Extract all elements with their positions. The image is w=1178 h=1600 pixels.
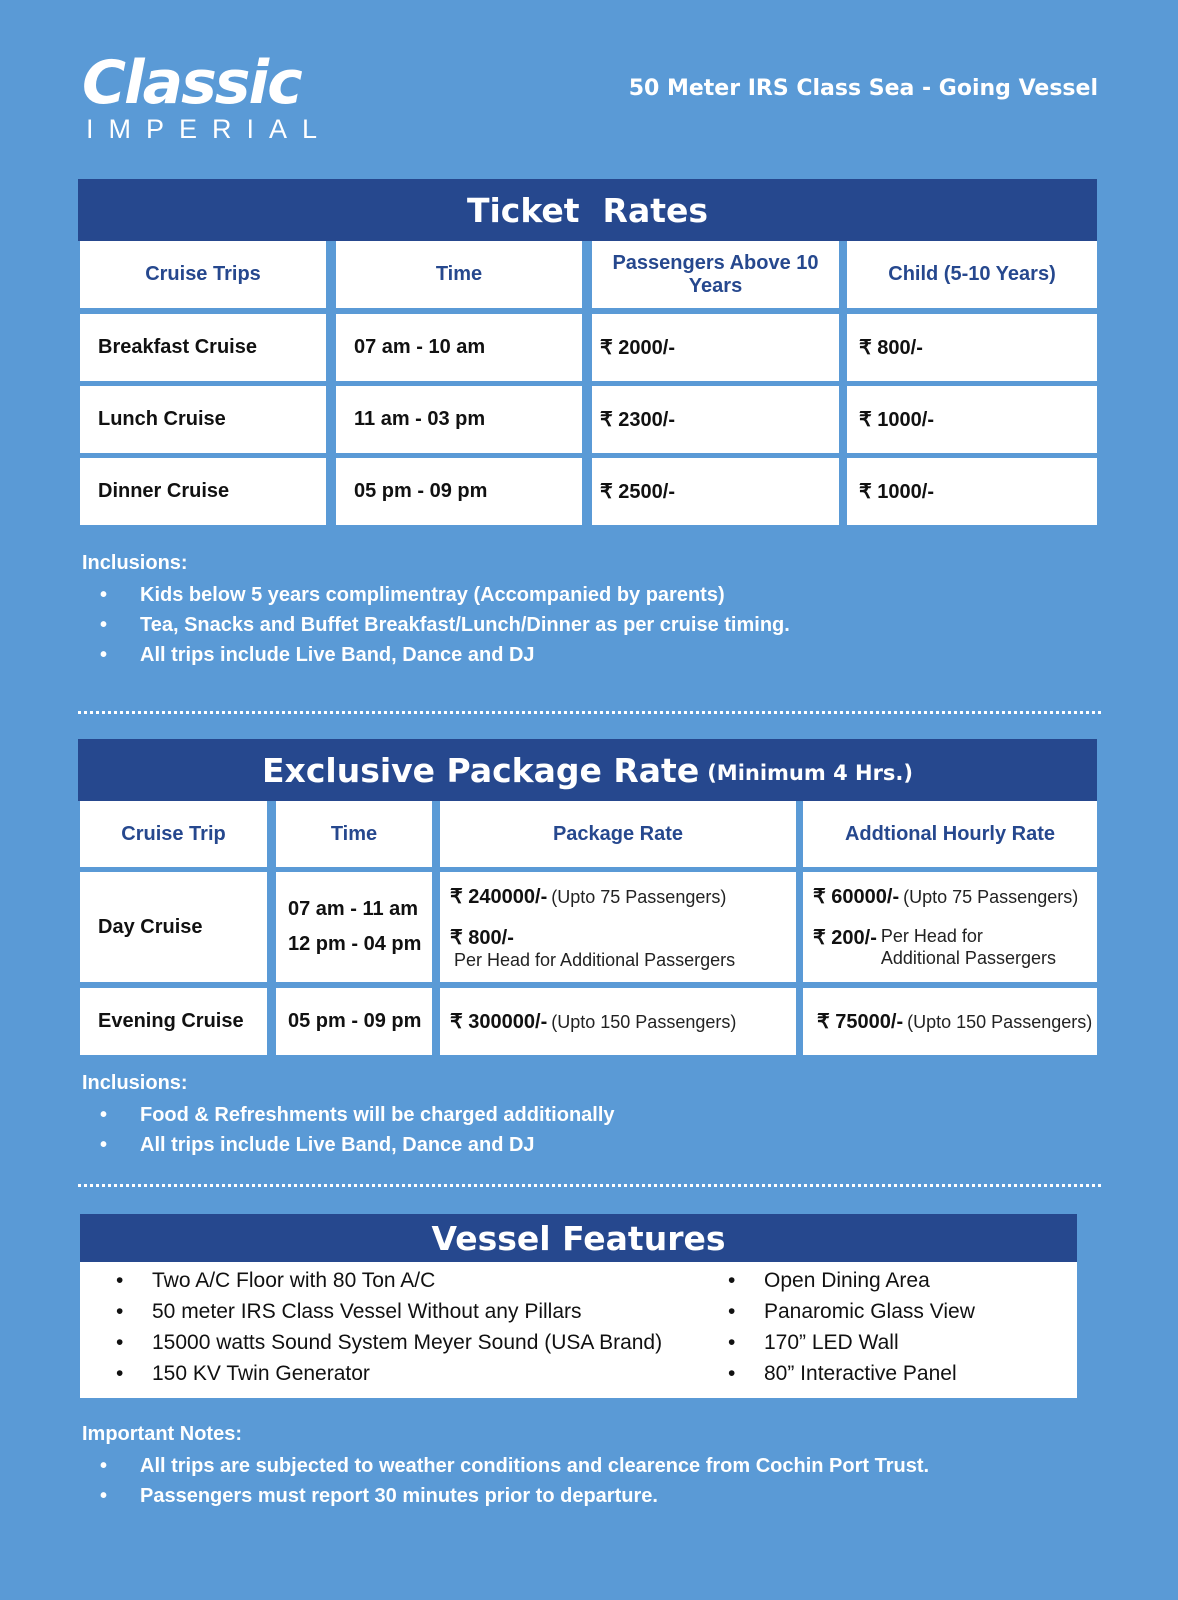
list-item: • Panaromic Glass View bbox=[728, 1296, 975, 1327]
col-header-cruise-trip: Cruise Trip bbox=[80, 801, 267, 867]
list-item: • Passengers must report 30 minutes prior to departure. bbox=[100, 1481, 929, 1511]
list-item: • Kids below 5 years complimentray (Accompanied by parents) bbox=[100, 580, 790, 610]
vessel-features-box bbox=[80, 1262, 1077, 1398]
list-item: • 150 KV Twin Generator bbox=[116, 1358, 662, 1389]
tagline: 50 Meter IRS Class Sea - Going Vessel bbox=[628, 76, 1098, 101]
vessel-features-banner bbox=[80, 1214, 1077, 1262]
important-notes-list bbox=[100, 1451, 929, 1511]
col-header-cruise-trips: Cruise Trips bbox=[80, 241, 326, 308]
table-row-trip: Evening Cruise bbox=[80, 988, 267, 1055]
list-item: • 80” Interactive Panel bbox=[728, 1358, 975, 1389]
important-notes-label: Important Notes: bbox=[82, 1423, 242, 1445]
package-inclusions-label: Inclusions: bbox=[82, 1072, 188, 1094]
ticket-inclusions-list bbox=[100, 580, 790, 670]
list-item: • 170” LED Wall bbox=[728, 1327, 975, 1358]
rate-note: (Upto 150 Passengers) bbox=[551, 1012, 737, 1032]
table-row-time: 05 pm - 09 pm bbox=[336, 458, 582, 525]
table-row-child-rate: ₹ 800/- bbox=[847, 314, 1097, 381]
divider bbox=[78, 711, 1101, 714]
exclusive-package-banner bbox=[78, 739, 1097, 801]
list-item: • All trips include Live Band, Dance and DJ bbox=[100, 1130, 615, 1160]
rate-note: Per Head for Additional Passergers bbox=[454, 949, 736, 970]
rate-amount: ₹ 800/- bbox=[450, 926, 514, 949]
table-row-trip: Dinner Cruise bbox=[80, 458, 326, 525]
table-row-time: 11 am - 03 pm bbox=[336, 386, 582, 453]
table-row-time: 07 am - 10 am bbox=[336, 314, 582, 381]
rate-note: Per Head for Additional Passergers bbox=[880, 926, 1056, 968]
col-header-child: Child (5-10 Years) bbox=[847, 241, 1097, 308]
list-item: • Open Dining Area bbox=[728, 1265, 975, 1296]
table-row-time bbox=[276, 872, 432, 982]
col-header-adult: Passengers Above 10 Years bbox=[592, 241, 839, 308]
list-item: • Two A/C Floor with 80 Ton A/C bbox=[116, 1265, 662, 1296]
exclusive-package-subtitle: (Minimum 4 Hrs.) bbox=[707, 761, 913, 785]
rate-note: (Upto 150 Passengers) bbox=[907, 1012, 1093, 1032]
features-left-list bbox=[116, 1265, 662, 1389]
logo bbox=[82, 48, 333, 144]
table-row-hourly-rate bbox=[803, 988, 1097, 1055]
time-slot-1: 07 am - 11 am bbox=[288, 898, 419, 920]
rate-amount: ₹ 200/- bbox=[813, 927, 877, 949]
table-row-hourly-rate bbox=[803, 872, 1097, 982]
table-row-package-rate bbox=[440, 872, 796, 982]
ticket-rates-banner bbox=[78, 179, 1097, 241]
vessel-features-title: Vessel Features bbox=[431, 1218, 726, 1258]
col-header-package-rate: Package Rate bbox=[440, 801, 796, 867]
table-row-adult-rate: ₹ 2000/- bbox=[592, 314, 839, 381]
list-item: • 15000 watts Sound System Meyer Sound (USA Brand) bbox=[116, 1327, 662, 1358]
table-row-package-rate bbox=[440, 988, 796, 1055]
rate-note: (Upto 75 Passengers) bbox=[551, 886, 727, 907]
list-item: • All trips are subjected to weather conditions and clearence from Cochin Port Trust. bbox=[100, 1451, 929, 1481]
col-header-time: Time bbox=[336, 241, 582, 308]
table-row-adult-rate: ₹ 2300/- bbox=[592, 386, 839, 453]
list-item: • All trips include Live Band, Dance and DJ bbox=[100, 640, 790, 670]
exclusive-package-title: Exclusive Package Rate bbox=[262, 750, 700, 790]
list-item: • Tea, Snacks and Buffet Breakfast/Lunch/Dinner as per cruise timing. bbox=[100, 610, 790, 640]
package-inclusions-list bbox=[100, 1100, 615, 1160]
col-header-time: Time bbox=[276, 801, 432, 867]
rate-amount: ₹ 75000/- bbox=[817, 1011, 904, 1033]
ticket-inclusions-label: Inclusions: bbox=[82, 552, 188, 574]
logo-sub-text: IMPERIAL bbox=[86, 114, 333, 144]
col-header-additional-hourly-rate: Addtional Hourly Rate bbox=[803, 801, 1097, 867]
rate-note: (Upto 75 Passengers) bbox=[903, 887, 1079, 907]
rate-amount: ₹ 240000/- bbox=[450, 885, 548, 908]
table-row-child-rate: ₹ 1000/- bbox=[847, 458, 1097, 525]
table-row-trip: Day Cruise bbox=[80, 872, 267, 982]
rate-amount: ₹ 60000/- bbox=[813, 886, 900, 908]
rate-amount: ₹ 300000/- bbox=[450, 1011, 548, 1033]
table-row-adult-rate: ₹ 2500/- bbox=[592, 458, 839, 525]
features-right-list bbox=[728, 1265, 975, 1389]
divider bbox=[78, 1184, 1101, 1187]
ticket-rates-title: Ticket Rates bbox=[466, 190, 709, 230]
list-item: • Food & Refreshments will be charged additionally bbox=[100, 1100, 615, 1130]
list-item: • 50 meter IRS Class Vessel Without any Pillars bbox=[116, 1296, 662, 1327]
logo-main-text: Classic bbox=[82, 48, 301, 118]
table-row-time: 05 pm - 09 pm bbox=[276, 988, 432, 1055]
time-slot-2: 12 pm - 04 pm bbox=[288, 933, 422, 955]
table-row-trip: Lunch Cruise bbox=[80, 386, 326, 453]
table-row-trip: Breakfast Cruise bbox=[80, 314, 326, 381]
table-row-child-rate: ₹ 1000/- bbox=[847, 386, 1097, 453]
